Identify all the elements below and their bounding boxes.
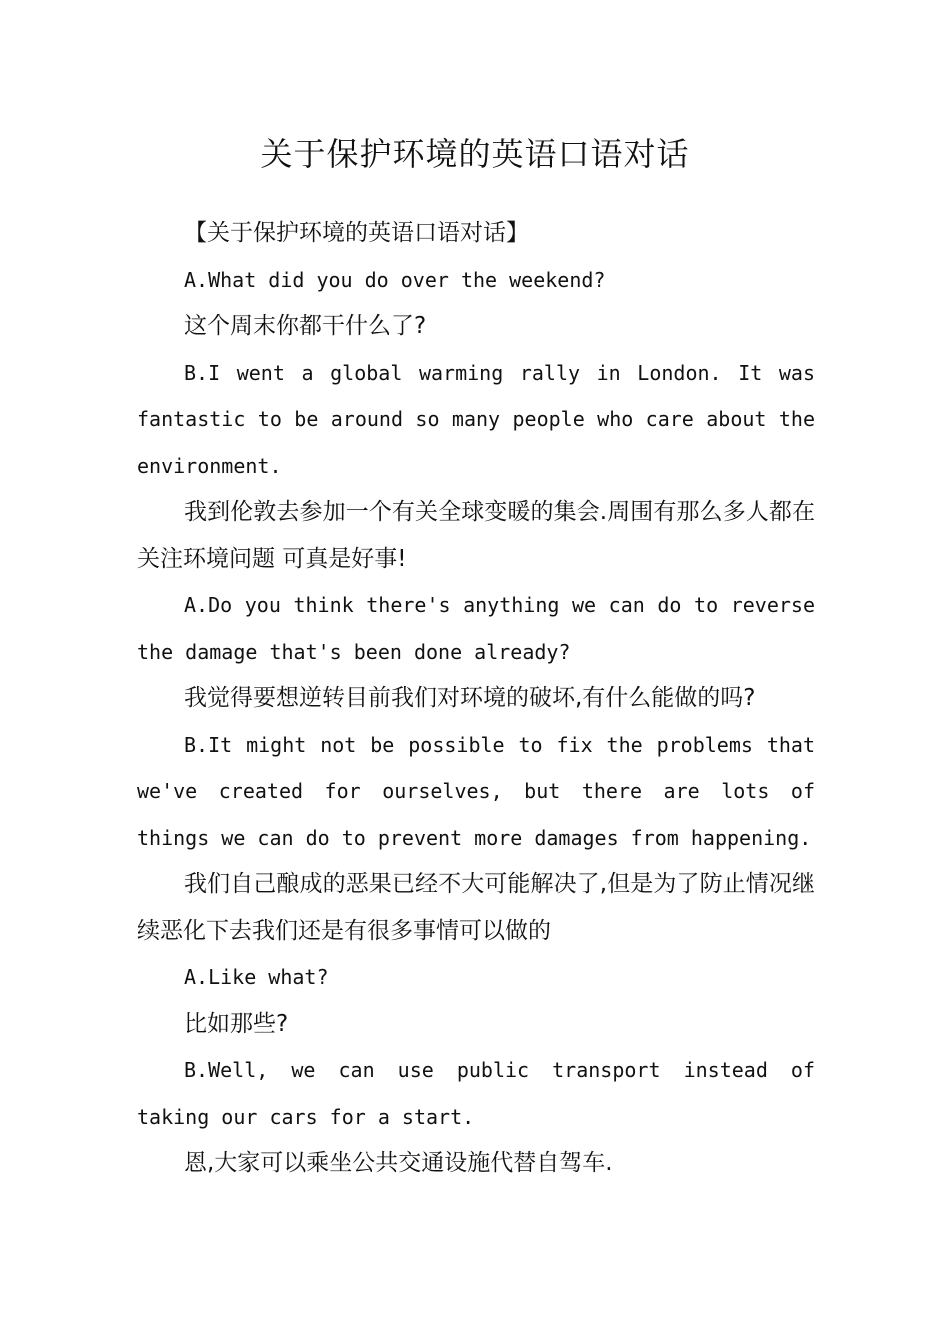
- dialogue-line-zh: 比如那些?: [184, 1010, 289, 1037]
- paragraph-heading: 【关于保护环境的英语口语对话】: [184, 220, 529, 246]
- dialogue-line-en: A.Like what?: [184, 965, 329, 989]
- document-body: [137, 210, 815, 1187]
- dialogue-line-zh: 我们自己酿成的恶果已经不大可能解决了,但是为了防止情况继续恶化下去我们还是有很多事情可以做的: [137, 871, 815, 944]
- dialogue-line-en: A.What did you do over the weekend?: [184, 267, 606, 292]
- dialogue-line-zh: 我觉得要想逆转目前我们对环境的破坏,有什么能做的吗?: [184, 685, 756, 711]
- dialogue-line-en: B.Well, we can use public transport instead of taking our cars for a start.: [137, 1058, 815, 1129]
- dialogue-line-en: B.I went a global warming rally in London. It was fantastic to be around so many people who care about the environment.: [137, 360, 815, 478]
- dialogue-line-zh: 恩,大家可以乘坐公共交通设施代替自驾车.: [184, 1150, 613, 1176]
- dialogue-line-zh: 我到伦敦去参加一个有关全球变暖的集会.周围有那么多人都在关注环境问题 可真是好事!: [137, 499, 815, 572]
- dialogue-line-en: A.Do you think there's anything we can do to reverse the damage that's been done already?: [137, 593, 815, 664]
- document-title: 关于保护环境的英语口语对话: [260, 135, 690, 173]
- dialogue-line-en: B.It might not be possible to fix the problems that we've created for ourselves, but there are lots of things we can do to prevent more damages from happening.: [137, 732, 815, 850]
- dialogue-line-zh: 这个周末你都干什么了?: [184, 313, 427, 339]
